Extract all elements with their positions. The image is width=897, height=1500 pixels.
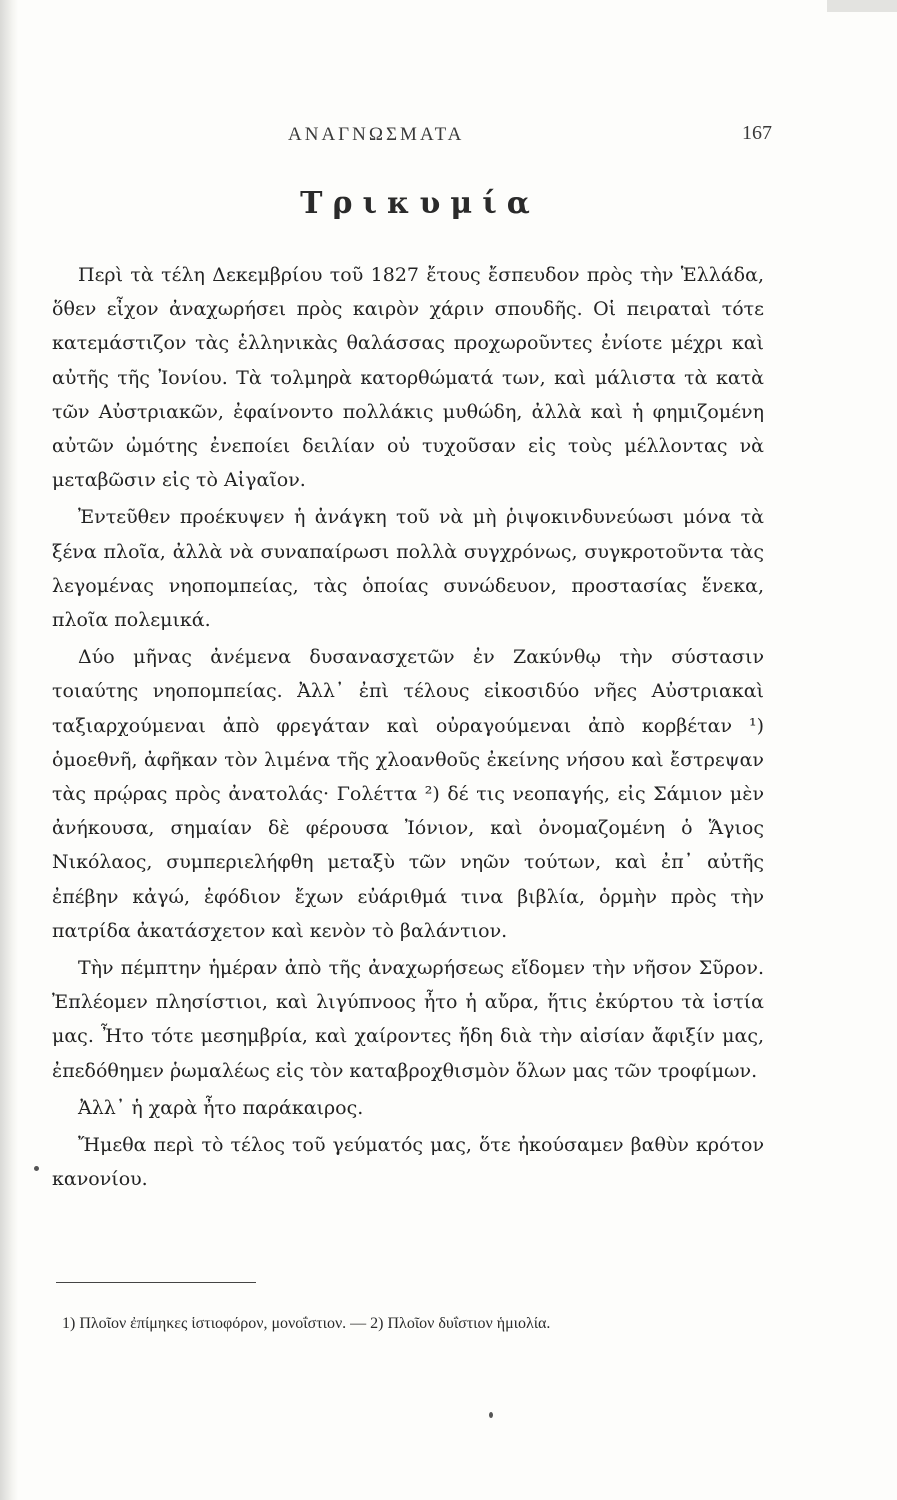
body-text — [52, 258, 764, 1196]
footnotes: 1) Πλοῖον ἐπίμηκες ἱστιοφόρον, μονοΐστιον. — 2) Πλοῖον δυΐστιον ἡμιολία. — [62, 1315, 551, 1332]
paragraph-1: Περὶ τὰ τέλη Δεκεμβρίου τοῦ 1827 ἔτους ἔσπευδον πρὸς τὴν Ἑλλάδα, ὅθεν εἶχον ἀναχωρήσει πρὸς καιρὸν χάριν σπουδῆς. Οἱ πειραταὶ τότε κατεμάστιζον τὰς ἑλληνικὰς θαλάσσας προχωροῦντες ἐνίοτε μέχρι καὶ αὐτῆς τῆς Ἰονίου. Τὰ τολμηρὰ κατορθώματά των, καὶ μάλιστα τὰ κατὰ τῶν Αὐστριακῶν, ἐφαίνοντο πολλάκις μυθώδη, ἀλλὰ καὶ ἡ φημιζομένη αὐτῶν ὠμότης ἐνεποίει δειλίαν οὐ τυχοῦσαν εἰς τοὺς μέλλοντας νὰ μεταβῶσιν εἰς τὸ Αἰγαῖον. — [52, 264, 764, 492]
spine-shadow — [0, 0, 18, 1500]
scan-speck — [34, 1166, 39, 1171]
paragraph-2: Ἐντεῦθεν προέκυψεν ἡ ἀνάγκη τοῦ νὰ μὴ ῥιψοκινδυνεύωσι μόνα τὰ ξένα πλοῖα, ἀλλὰ νὰ συναπαίρωσι πολλὰ συγχρόνως, συγκροτοῦντα τὰς λεγομένας νηοπομπείας, τὰς ὁποίας συνώδευον, προστασίας ἕνεκα, πλοῖα πολεμικά. — [52, 506, 764, 632]
paragraph-6: Ἤμεθα περὶ τὸ τέλος τοῦ γεύματός μας, ὅτε ἠκούσαμεν βαθὺν κρότον κανονίου. — [52, 1134, 764, 1191]
running-title: ΑΝΑΓΝΩΣΜΑΤΑ — [288, 124, 465, 145]
scan-speck — [489, 1412, 493, 1418]
paragraph-5: Ἀλλ᾽ ἡ χαρὰ ἦτο παράκαιρος. — [78, 1096, 364, 1119]
footnote-rule — [56, 1282, 256, 1283]
paragraph-4: Τὴν πέμπτην ἡμέραν ἀπὸ τῆς ἀναχωρήσεως εἴδομεν τὴν νῆσον Σῦρον. Ἐπλέομεν πλησίστιοι, καὶ λιγύπνοος ἦτο ἡ αὔρα, ἥτις ἐκύρτου τὰ ἱστία μας. Ἦτο τότε μεσημβρία, καὶ χαίροντες ἤδη διὰ τὴν αἰσίαν ἄφιξίν μας, ἐπεδόθημεν ῥωμαλέως εἰς τὸν καταβροχθισμὸν ὅλων μας τῶν τροφίμων. — [52, 957, 764, 1082]
scan-corner-mark — [827, 0, 897, 12]
paragraph-3: Δύο μῆνας ἀνέμενα δυσανασχετῶν ἐν Ζακύνθῳ τὴν σύστασιν τοιαύτης νηοπομπείας. Ἀλλ᾽ ἐπὶ τέλους εἰκοσιδύο νῆες Αὐστριακαὶ ταξιαρχούμεναι ἀπὸ φρεγάταν καὶ οὐραγούμεναι ἀπὸ κορβέταν ¹) ὁμοεθνῆ, ἀφῆκαν τὸν λιμένα τῆς χλοανθοῦς ἐκείνης νήσου καὶ ἔστρεψαν τὰς πρῴρας πρὸς ἀνατολάς· Γολέττα ²) δέ τις νεοπαγής, εἰς Σάμιον μὲν ἀνήκουσα, σημαίαν δὲ φέρουσα Ἰόνιον, καὶ ὀνομαζομένη ὁ Ἅγιος Νικόλαος, συμπεριελήφθη μεταξὺ τῶν νηῶν τούτων, καὶ ἐπ᾽ αὐτῆς ἐπέβην κἀγώ, ἐφόδιον ἔχων εὐάριθμά τινα βιβλία, ὁρμὴν πρὸς τὴν πατρίδα ἀκατάσχετον καὶ κενὸν τὸ βαλάντιον. — [52, 646, 764, 942]
chapter-title: Τρικυμία — [300, 186, 540, 221]
page-number: 167 — [742, 122, 772, 144]
